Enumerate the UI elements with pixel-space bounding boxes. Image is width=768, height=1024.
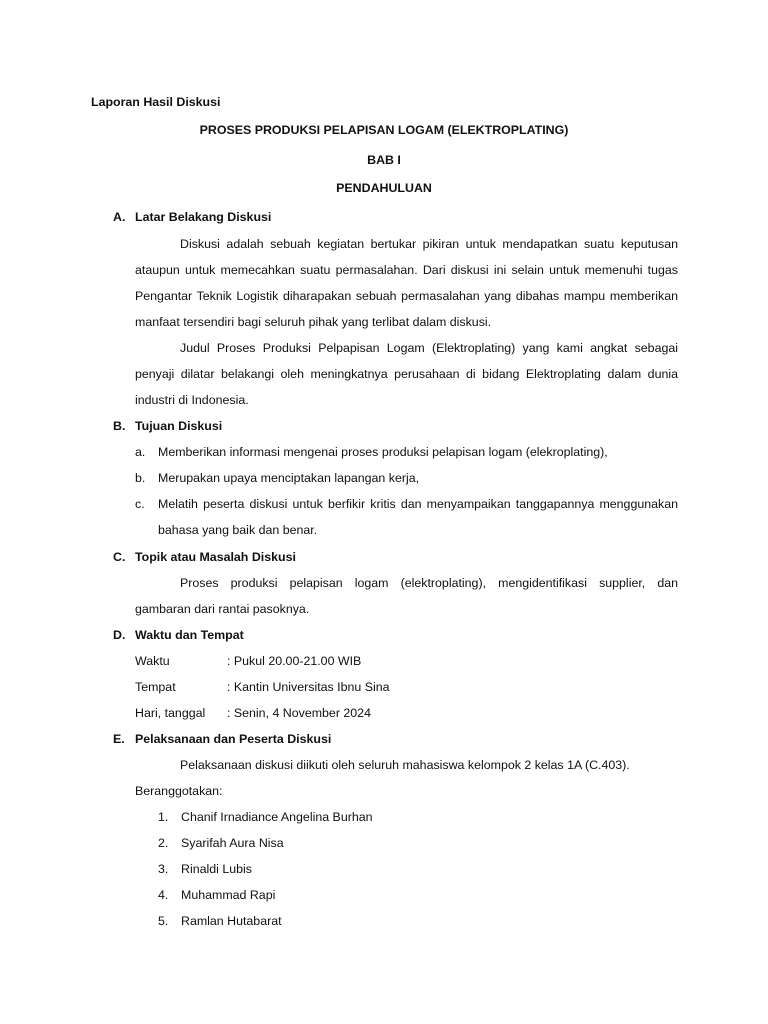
member-name: Chanif Irnadiance Angelina Burhan <box>181 810 373 824</box>
members-label: Beranggotakan: <box>135 784 223 798</box>
section-e-title: Pelaksanaan dan Peserta Diskusi <box>135 732 332 746</box>
section-a-p2-line2: penyaji dilatar belakangi oleh meningkatnya perusahaan di bidang Elektroplating dalam dunia <box>135 367 678 381</box>
member-number: 2. <box>158 836 169 850</box>
section-b-letter: B. <box>113 419 126 433</box>
section-a-p1-line3: Pengantar Teknik Logistik diharapakan sebuah permasalahan yang dibahas mampu memberikan <box>135 289 678 303</box>
chapter-title: PENDAHULUAN <box>336 181 432 195</box>
info-label: Tempat <box>135 680 176 694</box>
section-b-title: Tujuan Diskusi <box>135 419 223 433</box>
section-e-letter: E. <box>113 732 125 746</box>
section-a-title: Latar Belakang Diskusi <box>135 210 272 224</box>
member-name: Syarifah Aura Nisa <box>181 836 284 850</box>
list-item-text: Melatih peserta diskusi untuk berfikir kritis dan menyampaikan tanggapannya menggunakan <box>158 497 678 511</box>
member-name: Rinaldi Lubis <box>181 862 252 876</box>
member-number: 1. <box>158 810 169 824</box>
section-c-title: Topik atau Masalah Diskusi <box>135 550 296 564</box>
section-a-p1-line1: Diskusi adalah sebuah kegiatan bertukar pikiran untuk mendapatkan suatu keputusan <box>180 237 678 251</box>
list-item-text: Memberikan informasi mengenai proses produksi pelapisan logam (elekroplating), <box>158 445 608 459</box>
section-d-title: Waktu dan Tempat <box>135 628 244 642</box>
document-title: PROSES PRODUKSI PELAPISAN LOGAM (ELEKTROPLATING) <box>199 123 569 137</box>
section-c-p1-line2: gambaran dari rantai pasoknya. <box>135 602 310 616</box>
section-c-letter: C. <box>113 550 126 564</box>
info-value: : Senin, 4 November 2024 <box>227 706 371 720</box>
info-label: Hari, tanggal <box>135 706 206 720</box>
member-name: Muhammad Rapi <box>181 888 276 902</box>
section-a-p1-line4: manfaat tersendiri bagi seluruh pihak yang terlibat dalam diskusi. <box>135 315 492 329</box>
section-a-letter: A. <box>113 210 126 224</box>
info-value: : Pukul 20.00-21.00 WIB <box>227 654 362 668</box>
list-item-text: Merupakan upaya menciptakan lapangan kerja, <box>158 471 420 485</box>
member-number: 5. <box>158 914 169 928</box>
info-value: : Kantin Universitas Ibnu Sina <box>227 680 390 694</box>
section-d-letter: D. <box>113 628 126 642</box>
section-c-p1-line1: Proses produksi pelapisan logam (elektroplating), mengidentifikasi supplier, dan <box>180 576 678 590</box>
section-e-paragraph: Pelaksanaan diskusi diikuti oleh seluruh mahasiswa kelompok 2 kelas 1A (C.403). <box>180 758 630 772</box>
chapter-number: BAB I <box>367 153 401 167</box>
section-a-p2-line3: industri di Indonesia. <box>135 393 249 407</box>
report-header: Laporan Hasil Diskusi <box>91 95 221 109</box>
section-a-p2-line1: Judul Proses Produksi Pelpapisan Logam (Elektroplating) yang kami angkat sebagai <box>180 341 678 355</box>
member-number: 3. <box>158 862 169 876</box>
member-number: 4. <box>158 888 169 902</box>
info-label: Waktu <box>135 654 170 668</box>
member-name: Ramlan Hutabarat <box>181 914 282 928</box>
list-item-marker: a. <box>135 445 146 459</box>
list-item-marker: b. <box>135 471 146 485</box>
list-item-marker: c. <box>135 497 145 511</box>
list-item-text-continued: bahasa yang baik dan benar. <box>158 523 318 537</box>
section-a-p1-line2: ataupun untuk memecahkan suatu permasalahan. Dari diskusi ini selain untuk memenuhi tugas <box>135 263 678 277</box>
